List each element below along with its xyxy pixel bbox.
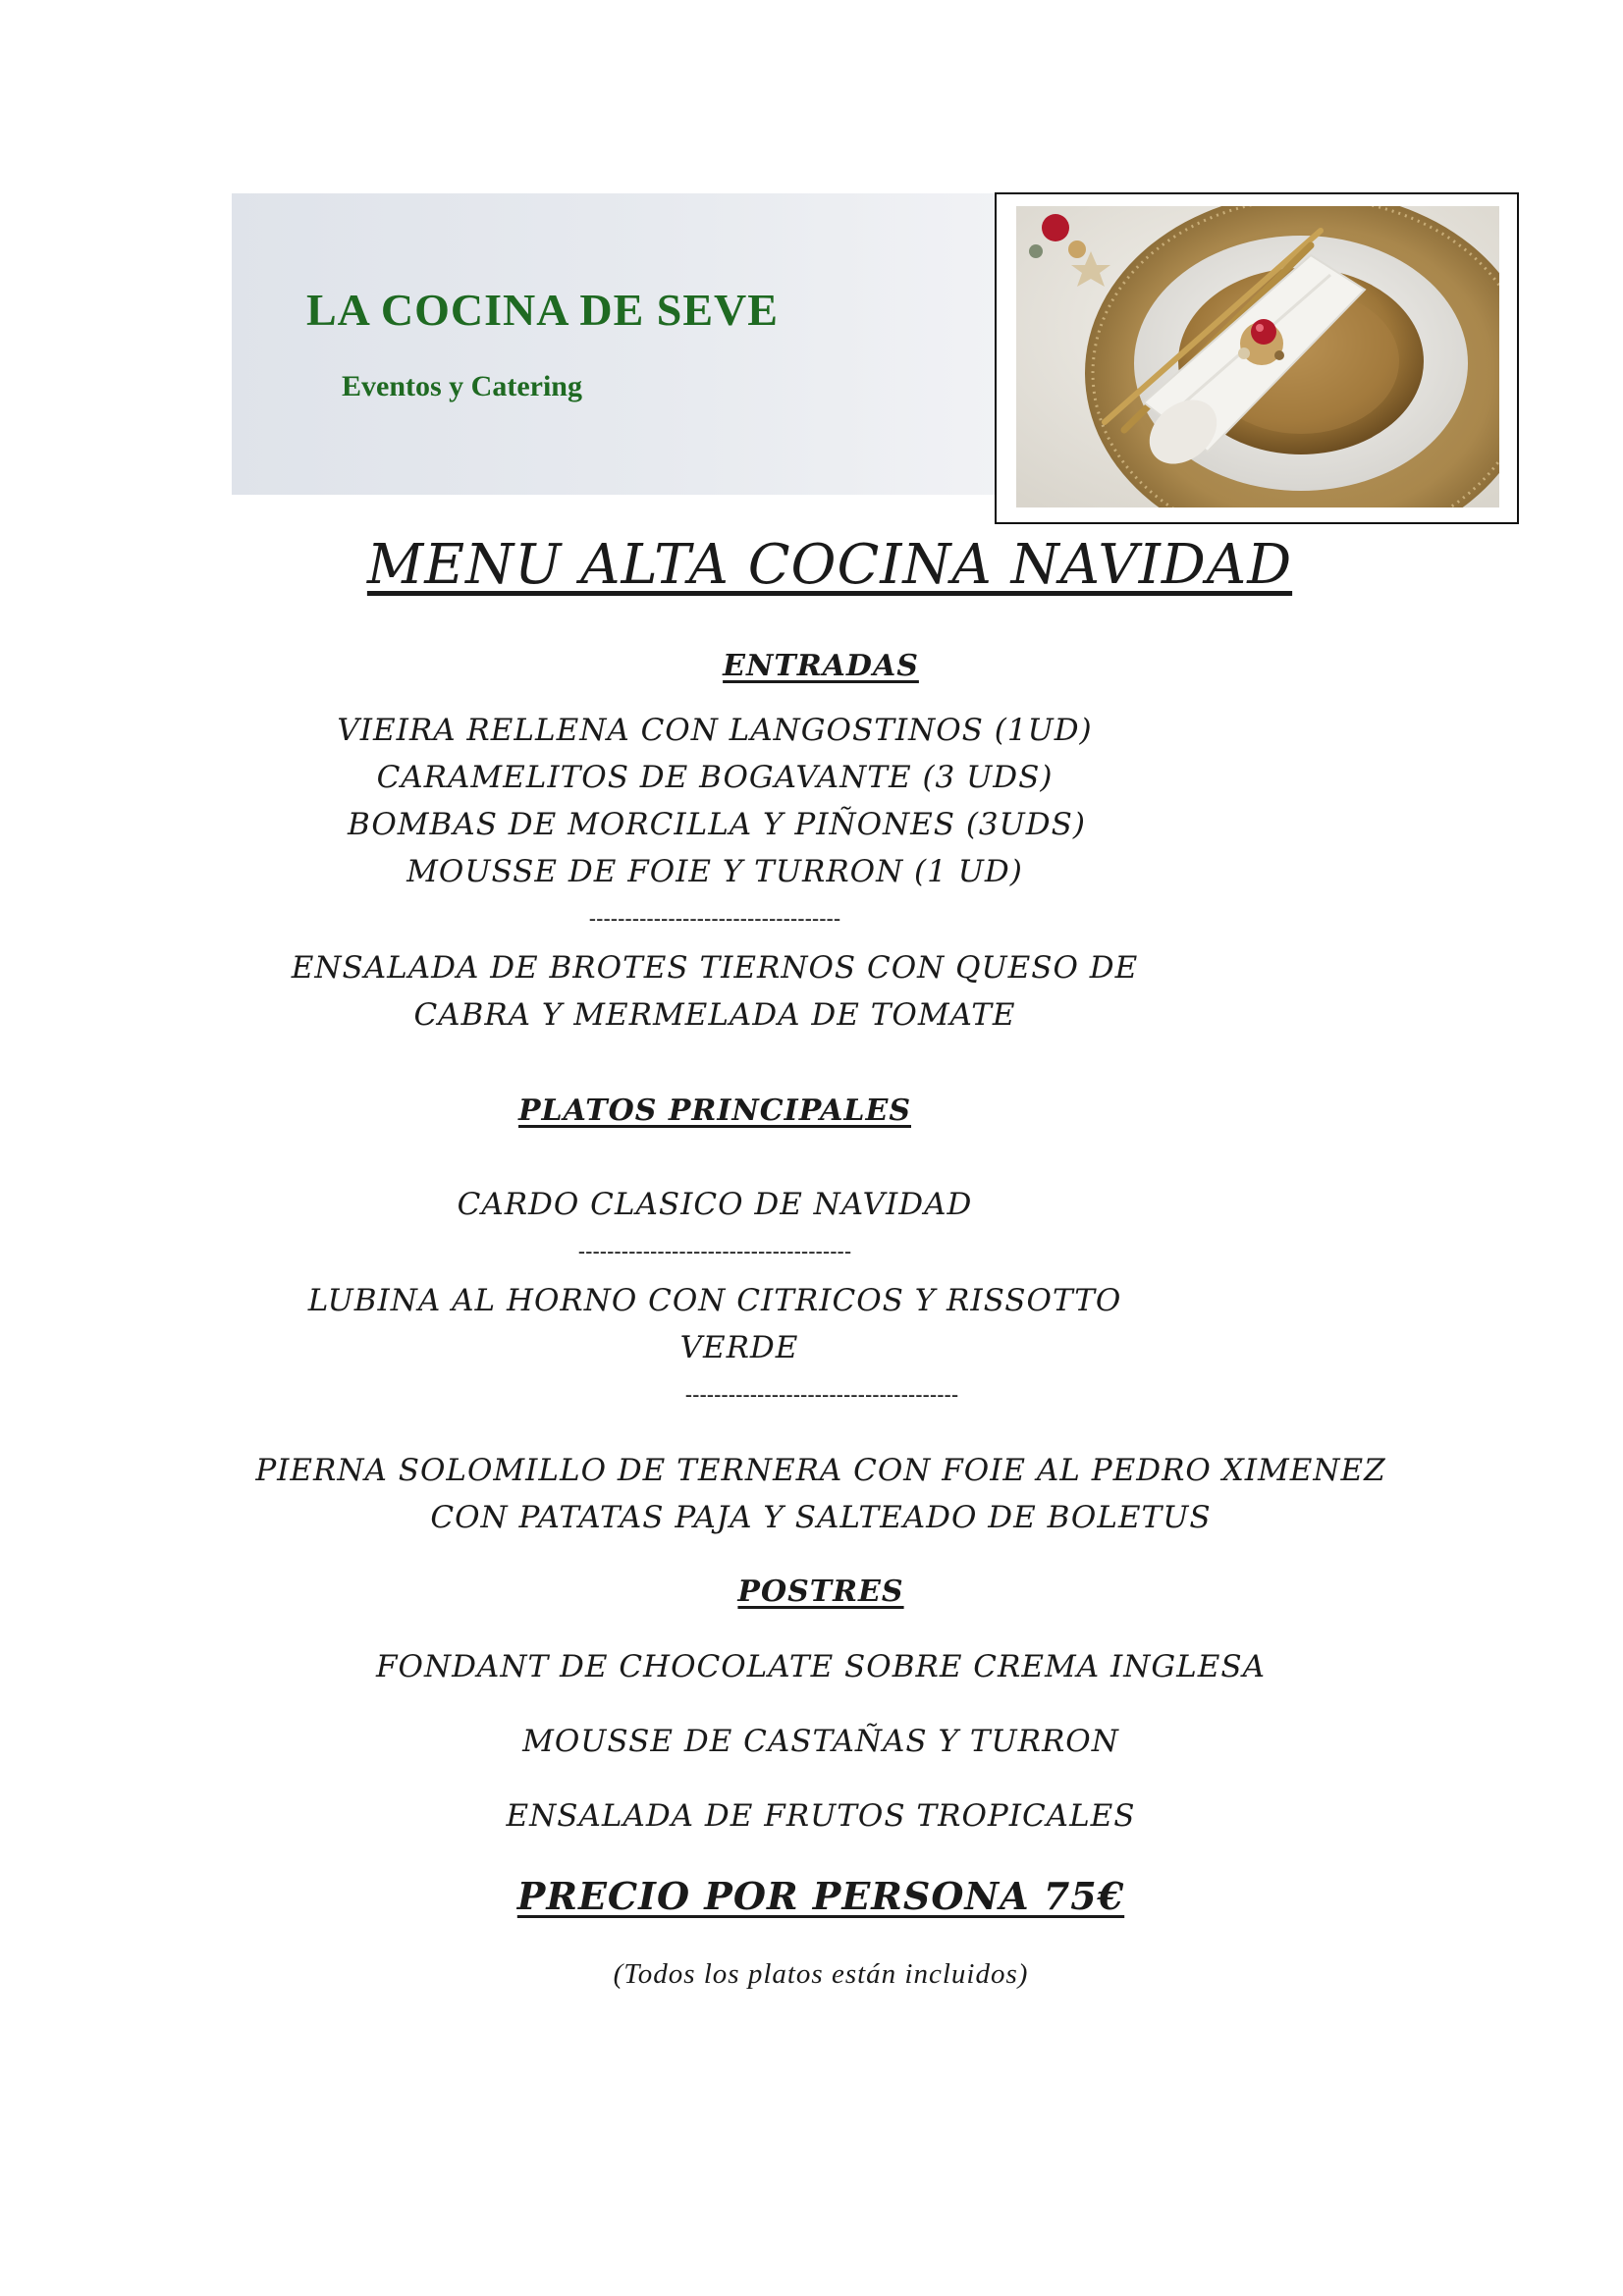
menu-item: PIERNA SOLOMILLO DE TERNERA CON FOIE AL PEDRO XIMENEZ [255, 1453, 1386, 1488]
menu-item: LUBINA AL HORNO CON CITRICOS Y RISSOTTO [307, 1283, 1122, 1318]
brand-name: LA COCINA DE SEVE [306, 285, 779, 335]
separator-line: -------------------------------------- [577, 1239, 852, 1263]
menu-item: CARAMELITOS DE BOGAVANTE (3 UDS) [376, 760, 1054, 795]
menu-item: FONDANT DE CHOCOLATE SOBRE CREMA INGLESA [376, 1649, 1266, 1684]
menu-item: MOUSSE DE CASTAÑAS Y TURRON [522, 1724, 1119, 1759]
menu-item: VIEIRA RELLENA CON LANGOSTINOS (1UD) [337, 713, 1093, 748]
section-heading-platos-principales: PLATOS PRINCIPALES [518, 1094, 911, 1128]
menu-item: CARDO CLASICO DE NAVIDAD [457, 1187, 973, 1222]
separator-line: ----------------------------------- [588, 906, 841, 931]
menu-item: BOMBAS DE MORCILLA Y PIÑONES (3UDS) [348, 807, 1086, 842]
price-per-person: PRECIO POR PERSONA 75€ [516, 1874, 1125, 1918]
price-note: (Todos los platos están incluidos) [613, 1958, 1029, 1990]
section-heading-entradas: ENTRADAS [723, 649, 919, 683]
menu-item: CABRA Y MERMELADA DE TOMATE [413, 997, 1016, 1033]
header-banner [232, 193, 1007, 495]
table-setting-photo-frame [995, 192, 1519, 524]
separator-line: -------------------------------------- [684, 1382, 959, 1407]
menu-item: MOUSSE DE FOIE Y TURRON (1 UD) [406, 854, 1023, 889]
menu-title: MENU ALTA COCINA NAVIDAD [366, 533, 1293, 597]
christmas-table-setting-image [1016, 206, 1499, 507]
brand-tagline: Eventos y Catering [342, 370, 582, 402]
menu-item: ENSALADA DE FRUTOS TROPICALES [506, 1798, 1136, 1834]
menu-item: ENSALADA DE BROTES TIERNOS CON QUESO DE [291, 950, 1139, 986]
section-heading-postres: POSTRES [737, 1575, 904, 1609]
menu-item: CON PATATAS PAJA Y SALTEADO DE BOLETUS [430, 1500, 1212, 1535]
menu-item: VERDE [679, 1330, 799, 1365]
